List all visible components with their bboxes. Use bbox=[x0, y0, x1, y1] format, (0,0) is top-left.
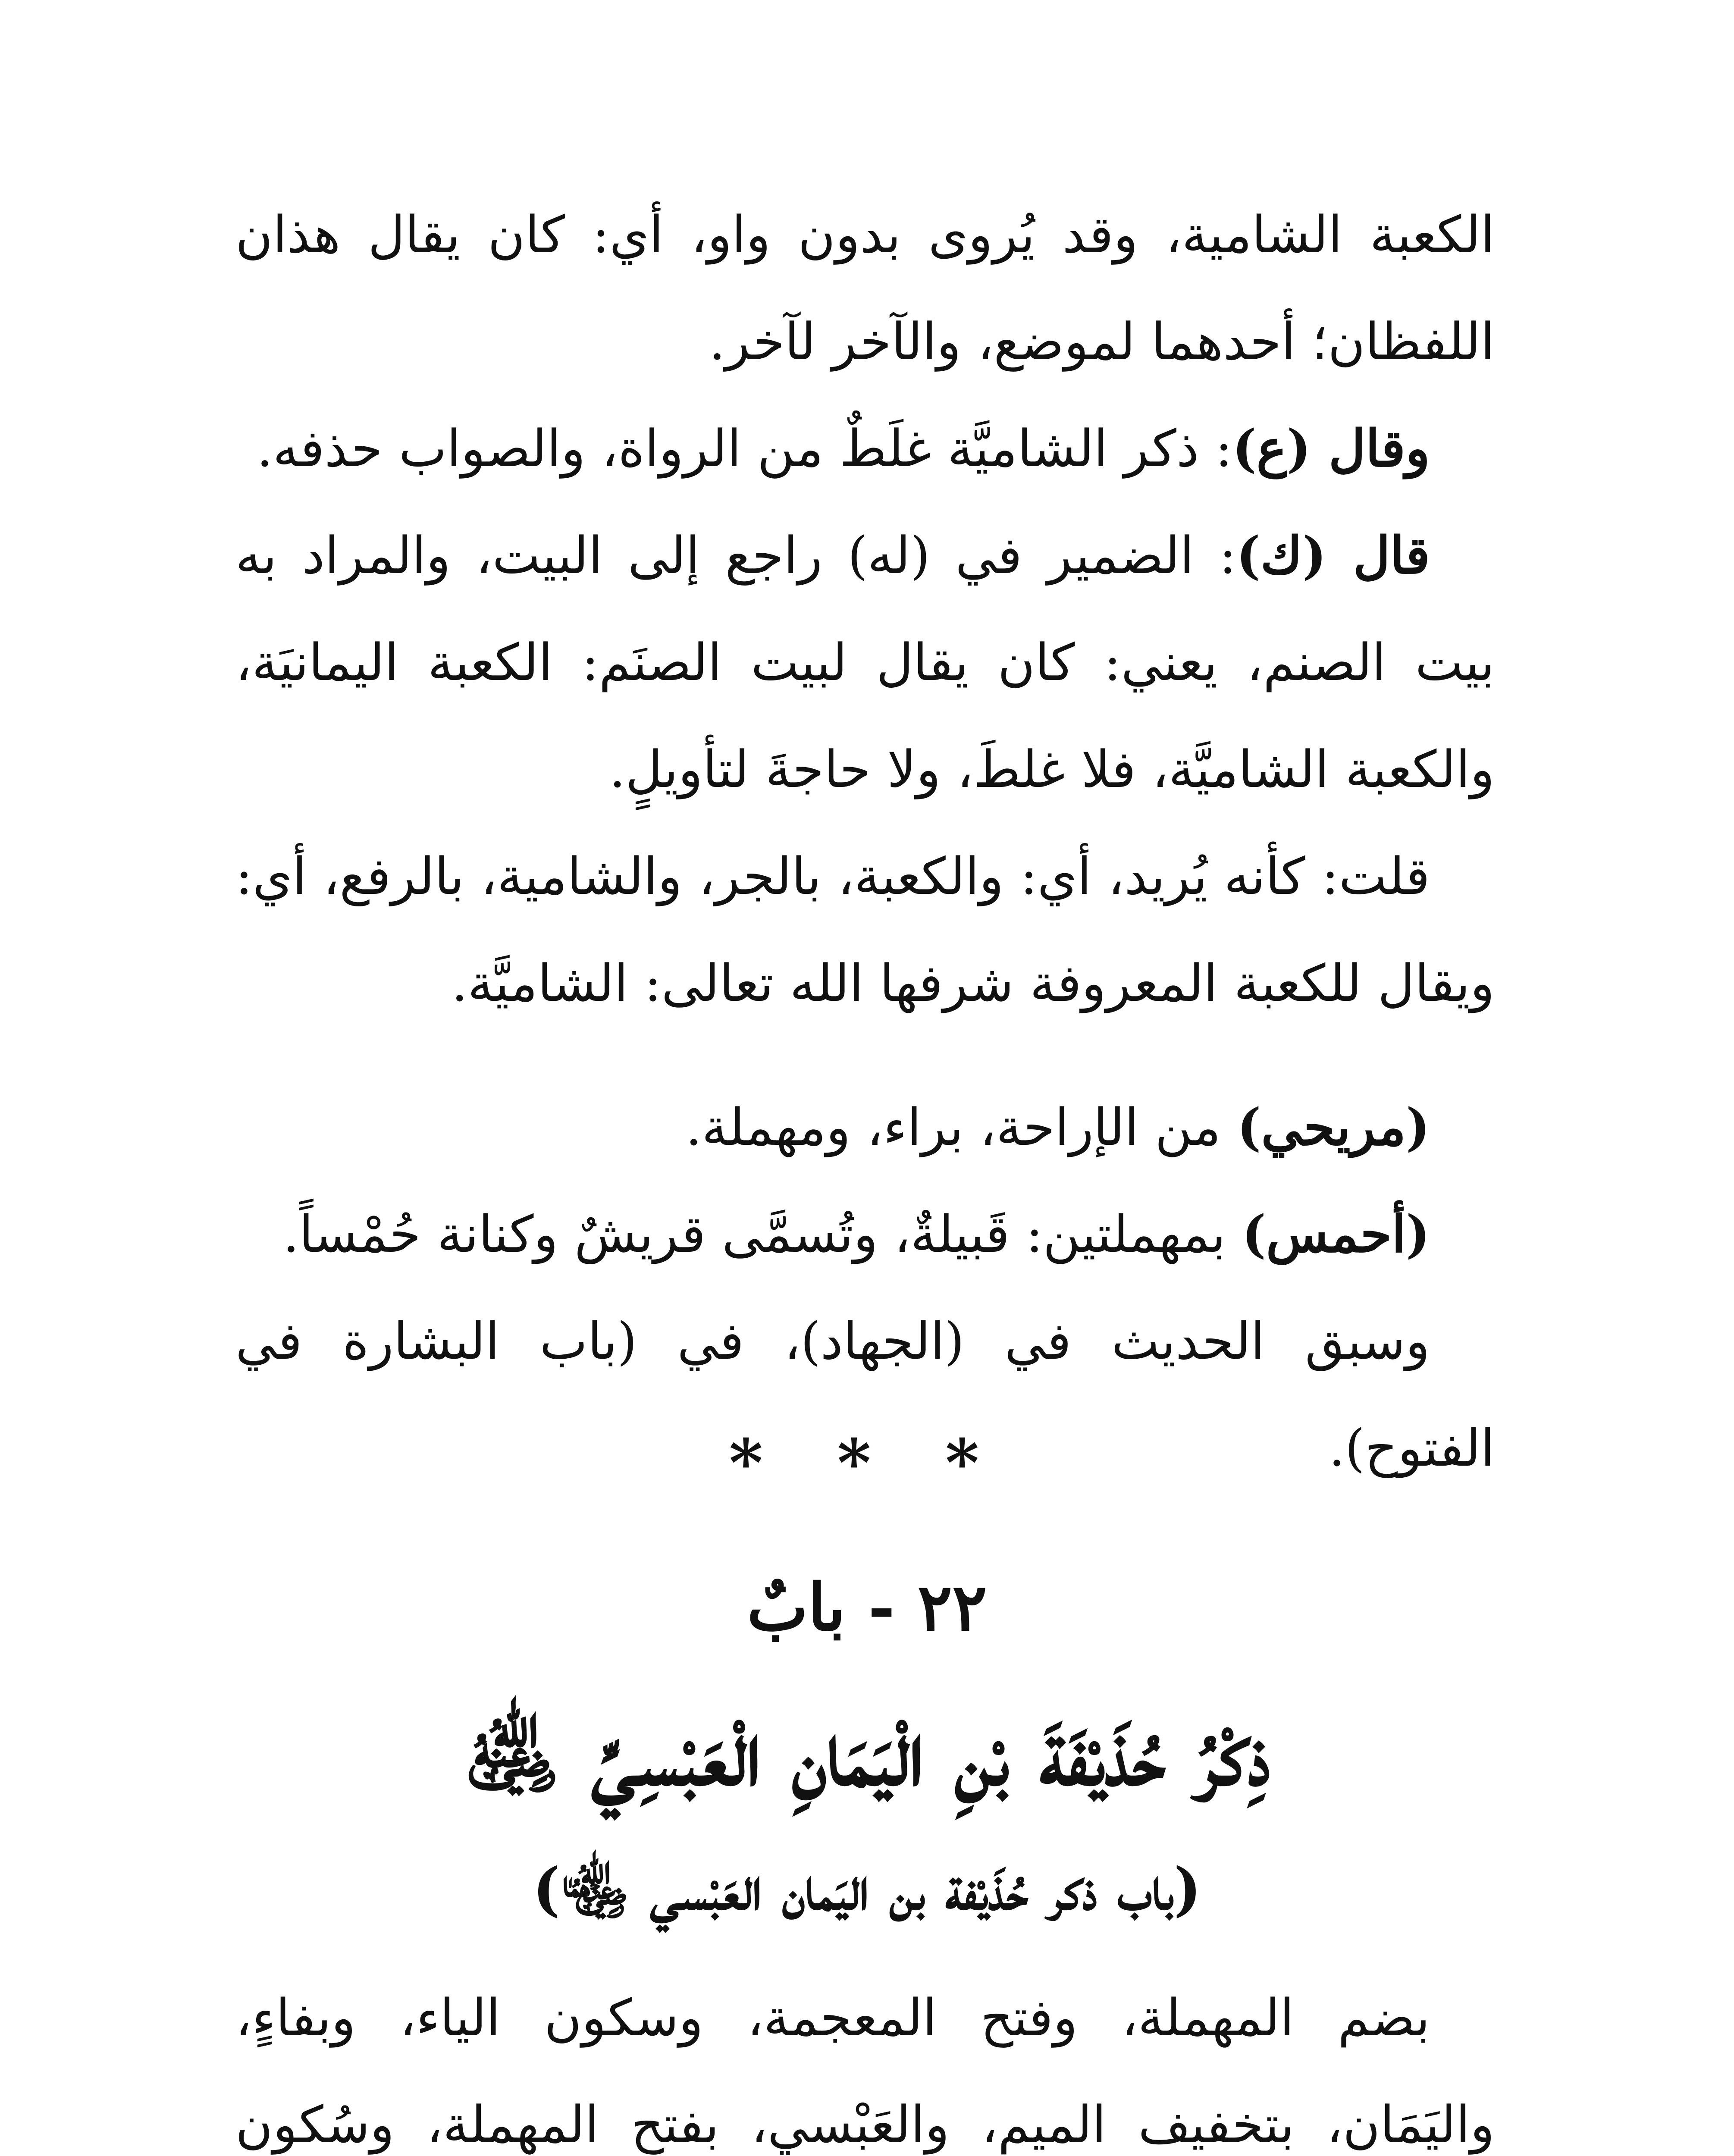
paragraph-sabaqa: وسبق الحديث في (الجهاد)، في (باب البشارة في الفتوح). bbox=[235, 1311, 1495, 1478]
commentary-block-top bbox=[235, 181, 1495, 1037]
gloss-murihi bbox=[235, 1074, 1495, 1181]
speaker-label-kaf: قال (ك) bbox=[1236, 525, 1430, 585]
speaker-label-ain: وقال (ع) bbox=[1232, 418, 1430, 478]
paragraph-hudhayfa: بضم المهملة، وفتح المعجمة، وسكون الياء، وبفاءٍ، واليَمَان، بتخفيف الميم، والعَبْسي، بفتح المهملة، وسُكون bbox=[235, 1988, 1495, 2154]
gloss-ahmas bbox=[235, 1181, 1495, 1288]
chapter-subtitle: (باب ذكر حُذَيْفة بن اليَمان العَبْسي ﵄) bbox=[533, 1855, 1201, 1923]
gloss-term-ahmas: (أحمس) bbox=[1242, 1204, 1430, 1264]
chapter-number: ٢٢ - بابٌ bbox=[747, 1570, 987, 1645]
chapter-title: ذِكْرُ حُذَيْفَةَ بْنِ الْيَمَانِ الْعَبْسِيِّ ﵁ bbox=[463, 1702, 1271, 1806]
gloss-def-murihi: من الإراحة، براء، ومهملة. bbox=[685, 1097, 1237, 1157]
paragraph-qal-kaf-text: : الضمير في (له) راجع إلى البيت، والمراد به بيت الصنم، يعني: كان يقال لبيت الصنَم: الكعبة اليمانيَة، والكعبة الشاميَّة، فلا غلطَ، ولا حاجةَ لتأويلٍ. bbox=[235, 526, 1495, 799]
paragraph-qal-ain-text: : ذكر الشاميَّة غلَطٌ من الرواة، والصواب حذفه. bbox=[257, 419, 1232, 478]
paragraph-kaaba-shamiya: الكعبة الشامية، وقد يُروى بدون واو، أي: كان يقال هذان اللفظان؛ أحدهما لموضع، والآخر لآخر. bbox=[235, 205, 1495, 371]
section-separator: * * * bbox=[729, 1425, 1005, 1501]
commentary-block-bottom bbox=[235, 1964, 1495, 2156]
gloss-term-murihi: (مريحي) bbox=[1237, 1097, 1430, 1157]
paragraph-qultu: قلت: كأنه يُريد، أي: والكعبة، بالجر، والشامية، بالرفع، أي: ويقال للكعبة المعروفة شرفها الله تعالى: الشاميَّة. bbox=[235, 846, 1495, 1013]
paragraph-qal-ain bbox=[235, 395, 1495, 502]
gloss-def-ahmas: بمهملتين: قَبيلةٌ، وتُسمَّى قريشٌ وكنانة حُمْساً. bbox=[283, 1204, 1242, 1264]
paragraph-qal-kaf bbox=[235, 502, 1495, 823]
